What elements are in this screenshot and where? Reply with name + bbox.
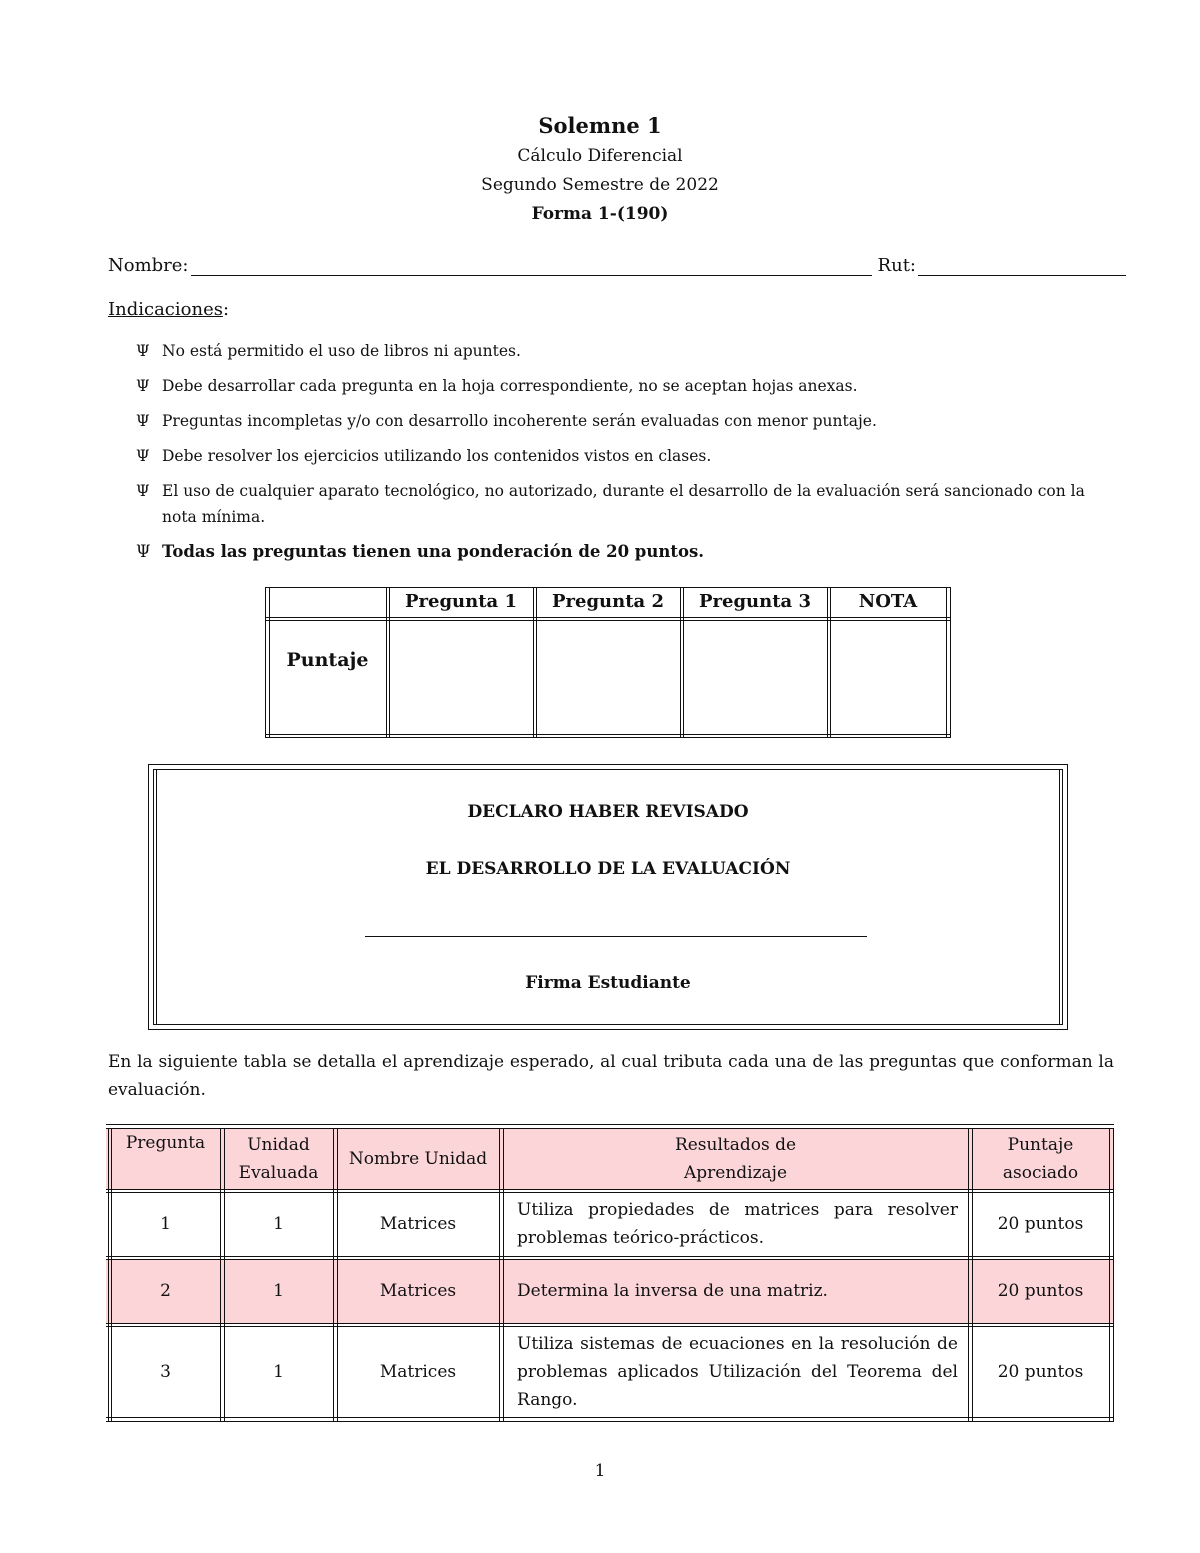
table-border (386, 587, 387, 738)
table-border (106, 1256, 1114, 1257)
exam-title: Solemne 1 (538, 113, 662, 138)
table-border (265, 734, 951, 735)
row-1-puntaje: 20 puntos (997, 1214, 1084, 1234)
row-1-nombre: Matrices (379, 1214, 457, 1234)
table-border (106, 1189, 1114, 1190)
table-border (533, 587, 534, 738)
signature-label: Firma Estudiante (525, 973, 691, 993)
table-border (265, 587, 266, 738)
col-header-unidad-evaluada: Unidad Evaluada (238, 1135, 319, 1183)
instruction-text: Debe desarrollar cada pregunta en la hoja correspondiente, no se aceptan hojas anexas. (162, 377, 858, 395)
col-header-resultados: Resultados de Aprendizaje (674, 1135, 797, 1183)
row-1-unidad: 1 (273, 1214, 284, 1234)
instruction-item (136, 338, 1116, 364)
semester: Segundo Semestre de 2022 (481, 175, 719, 195)
table-border (968, 1128, 969, 1421)
table-border (220, 1128, 221, 1421)
instruction-item (136, 443, 1116, 469)
table-border (106, 1417, 1114, 1418)
row-2-puntaje: 20 puntos (997, 1281, 1084, 1301)
table-border (106, 1323, 1114, 1324)
signature-line[interactable] (365, 936, 867, 937)
row-2-resultado: Determina la inversa de una matriz. (517, 1281, 828, 1301)
instruction-text: Debe resolver los ejercicios utilizando los contenidos vistos en clases. (162, 447, 712, 465)
table-border (680, 587, 681, 738)
score-cell-1[interactable] (390, 621, 532, 733)
row-3-puntaje: 20 puntos (997, 1361, 1084, 1382)
col-header-pregunta: Pregunta (125, 1133, 206, 1153)
declaration-inner-border-2 (156, 770, 1060, 1024)
learning-intro-paragraph: En la siguiente tabla se detalla el aprendizaje esperado, al cual tributa cada una de las preguntas que conforman la evaluación. (108, 1052, 1114, 1100)
table-border (1109, 1128, 1110, 1421)
instruction-text: El uso de cualquier aparato tecnológico, no autorizado, durante el desarrollo de la evaluación será sancionado con la nota mínima. (162, 482, 1085, 526)
instructions-title-text: Indicaciones (108, 299, 223, 320)
page-number: 1 (594, 1461, 606, 1481)
psi-bullet-icon: Ψ (136, 542, 151, 561)
row-2-nombre: Matrices (379, 1281, 457, 1301)
name-label: Nombre: (108, 255, 189, 276)
score-cell-2[interactable] (537, 621, 679, 733)
header-pregunta-2: Pregunta 2 (552, 591, 664, 612)
psi-bullet-icon: Ψ (136, 482, 150, 500)
instruction-item (136, 408, 1116, 434)
row-2-unidad: 1 (273, 1281, 284, 1301)
header-pregunta-1: Pregunta 1 (405, 591, 517, 612)
instructions-title-colon: : (222, 299, 230, 320)
table-border (265, 737, 951, 738)
rut-field-line[interactable] (918, 255, 1126, 276)
row-2-pregunta: 2 (160, 1281, 171, 1301)
instruction-text: No está permitido el uso de libros ni apuntes. (162, 342, 521, 360)
declaration-line-2: EL DESARROLLO DE LA EVALUACIÓN (425, 859, 791, 879)
instructions-title (108, 299, 229, 320)
psi-bullet-icon: Ψ (136, 447, 150, 465)
row-label-puntaje: Puntaje (286, 649, 369, 671)
instructions-list (136, 338, 1116, 574)
learning-outcomes-table (106, 1124, 1114, 1422)
row-3-unidad: 1 (273, 1361, 284, 1382)
instruction-text: Todas las preguntas tienen una ponderación de 20 puntos. (162, 542, 704, 561)
table-border (950, 587, 951, 738)
row-1-pregunta: 1 (160, 1214, 171, 1234)
col-header-puntaje: Puntaje asociado (1002, 1135, 1079, 1183)
score-cell-nota[interactable] (831, 621, 945, 733)
rut-label: Rut: (877, 255, 916, 276)
header-nota: NOTA (858, 591, 918, 612)
name-field-line[interactable] (191, 255, 872, 276)
table-border (946, 587, 947, 738)
table-border (108, 1128, 109, 1421)
score-table (265, 587, 951, 738)
row-3-nombre: Matrices (379, 1361, 457, 1382)
psi-bullet-icon: Ψ (136, 412, 150, 430)
psi-bullet-icon: Ψ (136, 342, 150, 360)
col-header-nombre-unidad: Nombre Unidad (348, 1149, 488, 1169)
declaration-box (148, 764, 1068, 1030)
declaration-inner-border (153, 769, 1063, 1025)
declaration-line-1: DECLARO HABER REVISADO (467, 802, 749, 822)
table-border (333, 1128, 334, 1421)
table-border (499, 1128, 500, 1421)
name-rut-row (108, 252, 1126, 276)
exam-form: Forma 1-(190) (531, 204, 669, 224)
row-1-resultado: Utiliza propiedades de matrices para resolver problemas teórico-prácticos. (517, 1200, 958, 1248)
instruction-item (136, 478, 1116, 530)
instruction-text: Preguntas incompletas y/o con desarrollo incoherente serán evaluadas con menor puntaje. (162, 412, 877, 430)
header-pregunta-3: Pregunta 3 (699, 591, 811, 612)
table-border (106, 1421, 1114, 1422)
table-border (827, 587, 828, 738)
psi-bullet-icon: Ψ (136, 377, 150, 395)
row-3-pregunta: 3 (160, 1361, 171, 1382)
course-name: Cálculo Diferencial (517, 146, 683, 166)
instruction-item-weight (136, 539, 1116, 565)
table-border (106, 1124, 1114, 1125)
table-border (265, 617, 951, 618)
row-3-resultado: Utiliza sistemas de ecuaciones en la resolución de problemas aplicados Utilización del Teorema del Rango. (517, 1333, 958, 1410)
score-cell-3[interactable] (684, 621, 826, 733)
instruction-item (136, 373, 1116, 399)
table-border (1113, 1128, 1114, 1421)
